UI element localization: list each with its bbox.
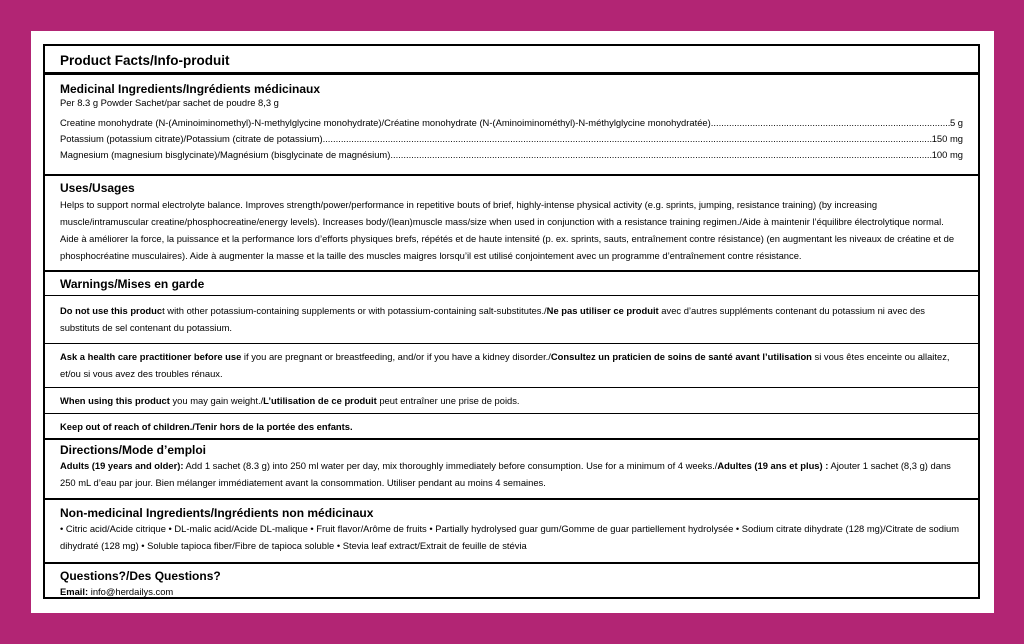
ingredient-amount: 150 mg [931, 133, 963, 144]
warning-text: you may gain weight./ [169, 395, 264, 406]
ingredient-row [60, 131, 963, 147]
warning-bold: When using this product [60, 395, 170, 406]
email-line [60, 583, 963, 600]
email-address: info@herdailys.com [88, 586, 174, 597]
dose-per: Per 8.3 g Powder Sachet/par sachet de poudre 8,3 g [60, 97, 279, 108]
medicinal-heading: Medicinal Ingredients/Ingrédients médicinaux [60, 82, 321, 96]
warning-text: t with other potassium-containing supplements or with potassium-containing salt-substitutes./ [162, 305, 547, 316]
warning-text: si vous êtes enceinte ou allaitez, et/ou si vous avez des troubles rénaux. [60, 351, 950, 379]
directions-bold: Adultes (19 ans et plus) : [717, 460, 829, 471]
email-label: Email: [60, 586, 89, 597]
uses-heading: Uses/Usages [60, 181, 135, 195]
directions-bold: Adults (19 years and older): [60, 460, 184, 471]
leader-dots [390, 147, 931, 163]
warning-item [45, 388, 978, 414]
warnings-heading-row [45, 272, 978, 296]
ingredient-amount: 5 g [949, 117, 963, 128]
uses-text: Helps to support normal electrolyte balance. Improves strength/power/performance in repetitive bouts of brief, highly-intense physical activity (e.g. sprints, jumping, resistance training) (by increasing muscle/intramuscular creatine/phosphocreatine/energy levels). Increases body/(lean)muscle mass/size when used in conjunction with a resistance training regimen./Aide à maintenir l’équilibre électrolytique normal. Aide à améliorer la force, la puissance et la performance lors d’efforts physiques brefs, répétés et de haute intensité (p. ex. sprints, sauts, entraînement contre résistance) (en augmentant les niveaux de créatine et de phosphocréatine musculaires). Aide à augmenter la masse et la taille des muscles maigres lorsqu’il est utilisé conjointement avec un programme d’entraînement contre résistance. [60, 199, 955, 261]
warning-bold: Consultez un praticien de soins de santé avant l’utilisation [550, 351, 812, 362]
warning-bold: Keep out of reach of children./Tenir hors de la portée des enfants. [60, 421, 353, 432]
medicinal-section [45, 75, 978, 176]
warning-bold: Do not use this produc [60, 305, 163, 316]
ingredient-row [60, 115, 963, 131]
warning-bold: Ne pas utiliser ce produit [546, 305, 659, 316]
directions-section [45, 440, 978, 500]
warning-item [45, 296, 978, 344]
nonmedicinal-heading: Non-medicinal Ingredients/Ingrédients non médicinaux [60, 506, 374, 520]
warning-item [45, 344, 978, 388]
directions-text [60, 457, 963, 491]
warnings-heading: Warnings/Mises en garde [60, 277, 205, 291]
leader-dots [323, 131, 932, 147]
warning-bold: Ask a health care practitioner before use [60, 351, 242, 362]
ingredient-name: Potassium (potassium citrate)/Potassium (citrate de potassium) [60, 133, 323, 144]
warning-text: avec d’autres suppléments contenant du potassium ni avec des substituts de sel contenant du potassium. [60, 305, 925, 333]
warning-bold: L’utilisation de ce produit [263, 395, 377, 406]
ingredient-amount: 100 mg [931, 149, 963, 160]
warning-text: peut entraîner une prise de poids. [376, 395, 520, 406]
uses-section [45, 176, 978, 272]
questions-heading: Questions?/Des Questions? [60, 569, 221, 583]
directions-detail: Add 1 sachet (8.3 g) into 250 ml water per day, mix thoroughly immediately before consumption. Use for a minimum of 4 weeks./ [183, 460, 718, 471]
directions-heading: Directions/Mode d’emploi [60, 443, 207, 457]
warning-text: if you are pregnant or breastfeeding, and/or if you have a kidney disorder./ [241, 351, 551, 362]
questions-section [45, 564, 978, 600]
ingredient-name: Creatine monohydrate (N-(Aminoiminomethyl)-N-methylglycine monohydrate)/Créatine monohydrate (N-(Aminoiminométhyl)-N-méthylglycine monohydratée) [60, 117, 711, 128]
leader-dots [711, 115, 950, 131]
nonmedicinal-text: • Citric acid/Acide citrique • DL-malic acid/Acide DL-malique • Fruit flavor/Arôme de fruits • Partially hydrolysed guar gum/Gomme de guar partiellement hydrolysée • Sodium citrate dihydrate (128 mg)/Citrate de sodium dihydraté (128 mg) • Soluble tapioca fiber/Fibre de tapioca soluble • Stevia leaf extract/Extrait de feuille de stévia [60, 523, 960, 551]
panel-title: Product Facts/Info-produit [45, 46, 978, 75]
nonmedicinal-section [45, 500, 978, 564]
warning-item [45, 414, 978, 440]
directions-detail: Ajouter 1 sachet (8,3 g) dans 250 mL d’eau par jour. Bien mélanger immédiatement avant la consommation. Utiliser pendant au moins 4 semaines. [60, 460, 951, 488]
ingredient-name: Magnesium (magnesium bisglycinate)/Magnésium (bisglycinate de magnésium) [60, 149, 391, 160]
product-facts-panel [43, 44, 980, 599]
ingredient-row [60, 147, 963, 163]
label-card [31, 31, 994, 613]
